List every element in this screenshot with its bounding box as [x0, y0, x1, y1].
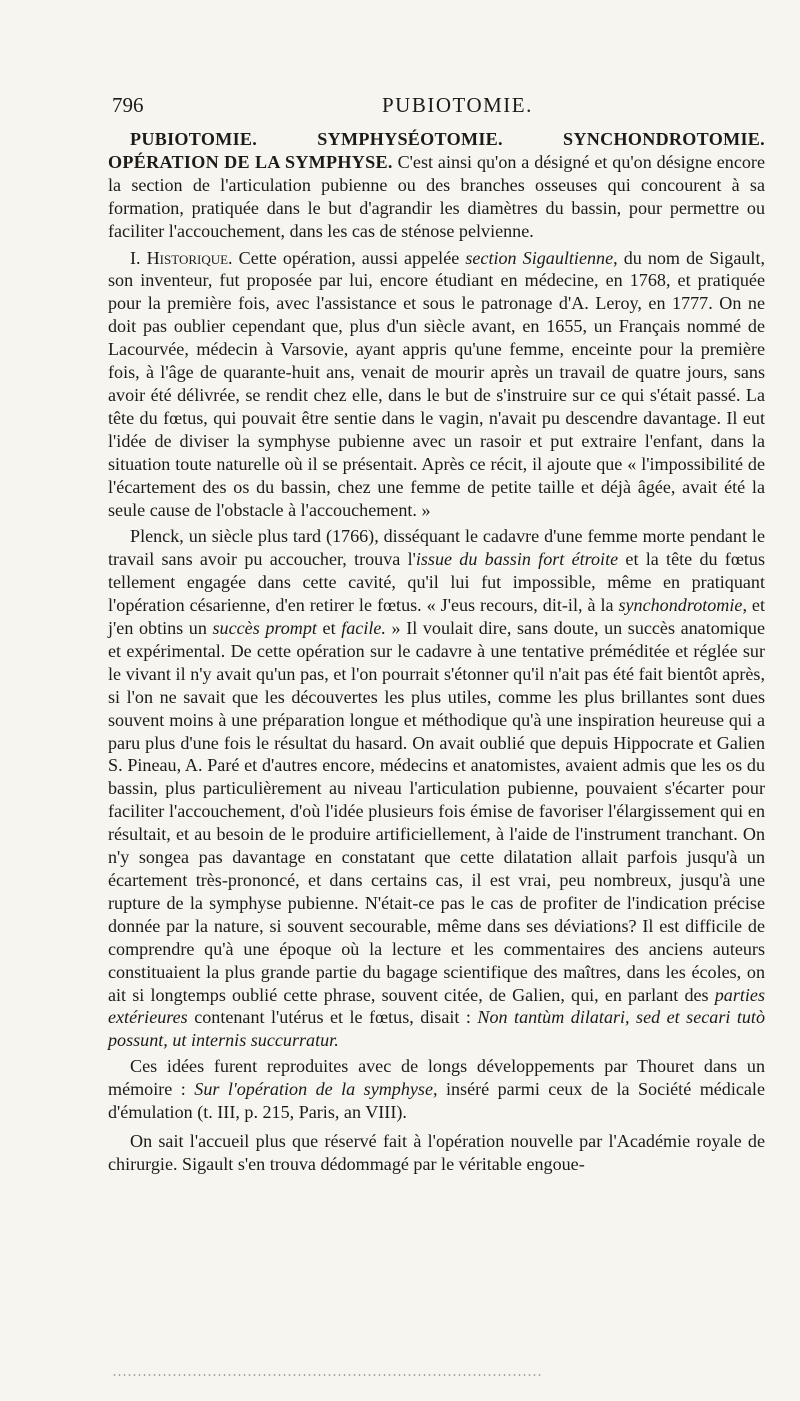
plenck-text-3: , et j'en obtins un: [108, 595, 765, 639]
running-title: PUBIOTOMIE.: [382, 93, 533, 117]
accueil-text: On sait l'accueil plus que réservé fait à l'opération nouvelle par l'Académie royale de chirurgie. Sigault s'en trouva dédommagé par le véritable engoue-: [108, 1130, 765, 1174]
historique-italic-1: section Sigaultienne: [465, 247, 614, 268]
plenck-text-1: Plenck, un siècle plus tard (1766), disséquant le cadavre d'une femme morte pendant le travail sans avoir pu accoucher, trouva l': [108, 526, 765, 570]
plenck-italic-2: synchondrotomie: [618, 595, 743, 616]
thouret-italic-1: Sur l'opération de la symphyse,: [194, 1079, 438, 1100]
article-body: [108, 128, 765, 1176]
page-number: 796: [112, 93, 144, 117]
footer-dotted-rule: [112, 1372, 542, 1378]
plenck-italic-1: issue du bassin fort étroite: [415, 549, 619, 570]
article-heading: PUBIOTOMIE. SYMPHYSÉOTOMIE. SYNCHONDROTOMIE. OPÉRATION DE LA SYMPHYSE.: [108, 129, 765, 172]
plenck-text-4: et: [316, 618, 342, 639]
thouret-text-1: Ces idées furent reproduites avec de longs développements par Thouret dans un mémoire :: [108, 1056, 765, 1100]
section-label-historique: I. Historique.: [130, 247, 233, 268]
historique-text-1: Cette opération, aussi appelée: [232, 247, 466, 268]
paragraph-plenck: [108, 525, 765, 1052]
thouret-text-2: inséré parmi ceux de la Société médicale d'émulation (t. III, p. 215, Paris, an VIII).: [108, 1079, 765, 1123]
paragraph-thouret: [108, 1055, 765, 1124]
page-header: [112, 93, 767, 123]
plenck-text-5: » Il voulait dire, sans doute, un succès anatomique et expérimental. De cette opération sur le cadavre à une tentative préméditée et réglée sur le vivant il n'y avait qu'un pas, et l'on pourrait s'étonner qu'il n'ait pas été fait bientôt après, si l'on ne savait que les découvertes les plus utiles, comme les plus brillantes sont dues souvent moins à une préparation longue et méthodique qu'à une inspiration heureuse qui a paru plus d'une fois le résultat du hasard. On avait oublié que depuis Hippocrate et Galien S. Pineau, A. Paré et d'autres encore, médecins et anatomistes, avaient admis que les os du bassin, plus particulièrement au niveau l'articulation pubienne, pouvaient s'écarter pour faciliter l'accouchement, d'où l'idée plusieurs fois émise de favoriser l'élargissement qui en résultait, et au besoin de le produire artificiellement, à l'aide de l'instrument tranchant. On n'y songea pas davantage en constatant que cette dilatation allait parfois jusqu'à un écartement très-prononcé, et dans certains cas, il est vrai, peu nombreux, jusqu'à une rupture de la symphyse pubienne. N'était-ce pas le cas de profiter de l'indication précise donnée par la nature, si souvent secourable, même dans ses déviations? Il est difficile de comprendre qu'à une époque où la lecture et les commentaires des anciens auteurs constituaient la plus grande partie du bagage scientifique des maîtres, dans les écoles, on ait si longtemps oublié cette phrase, souvent citée, de Galien, qui, en parlant des: [108, 618, 766, 1005]
paragraph-definition: [108, 128, 765, 243]
historique-text-2: , du nom de Sigault, son inventeur, fut proposée par lui, encore étudiant en médecine, en 1768, et pratiquée pour la première fois, avec l'assistance et sous le patronage d'A. Leroy, en 1777. On ne doit pas oublier cependant que, plus d'un siècle avant, en 1655, un Français nommé de Lacourvée, médecin à Varsovie, ayant appris qu'une femme, enceinte pour la première fois, à l'âge de quarante-huit ans, venait de mourir après un travail de quatre jours, sans avoir été délivrée, se rendit chez elle, dans le but de s'instruire sur ce qui s'était passé. La tête du fœtus, qui pouvait être sentie dans le vagin, n'avait pu descendre davantage. Il eut l'idée de diviser la symphyse pubienne avec un rasoir et put extraire l'enfant, dans la situation toute naturelle où il se présentait. Après ce récit, il ajoute que « l'impossibilité de l'écartement des os du bassin, chez une femme de petite taille et déjà âgée, avait été la seule cause de l'obstacle à l'accouchement. »: [108, 247, 765, 520]
galien-quote: Non tantùm dilatari, sed et secari tutò possunt, ut internis succurratur.: [108, 1007, 766, 1051]
plenck-italic-3: succès prompt: [212, 618, 317, 639]
plenck-text-6: contenant l'utérus et le fœtus, disait :: [187, 1007, 478, 1028]
plenck-text-2: et la tête du fœtus tellement engagée dans cette cavité, qu'il lui fut impossible, même en pratiquant l'opération césarienne, d'en retirer le fœtus. « J'eus recours, dit-il, à la: [108, 549, 766, 616]
plenck-italic-4: facile.: [341, 618, 386, 639]
paragraph-accueil: [108, 1130, 765, 1176]
plenck-italic-5: parties extérieures: [108, 984, 765, 1028]
paragraph-historique: [108, 247, 765, 522]
definition-text: C'est ainsi qu'on a désigné et qu'on désigne encore la section de l'articulation pubienne ou des branches osseuses qui concourent à sa formation, pratiquée dans le but d'agrandir les diamètres du bassin, pour permettre ou faciliter l'accouchement, dans les cas de sténose pelvienne.: [108, 151, 765, 241]
